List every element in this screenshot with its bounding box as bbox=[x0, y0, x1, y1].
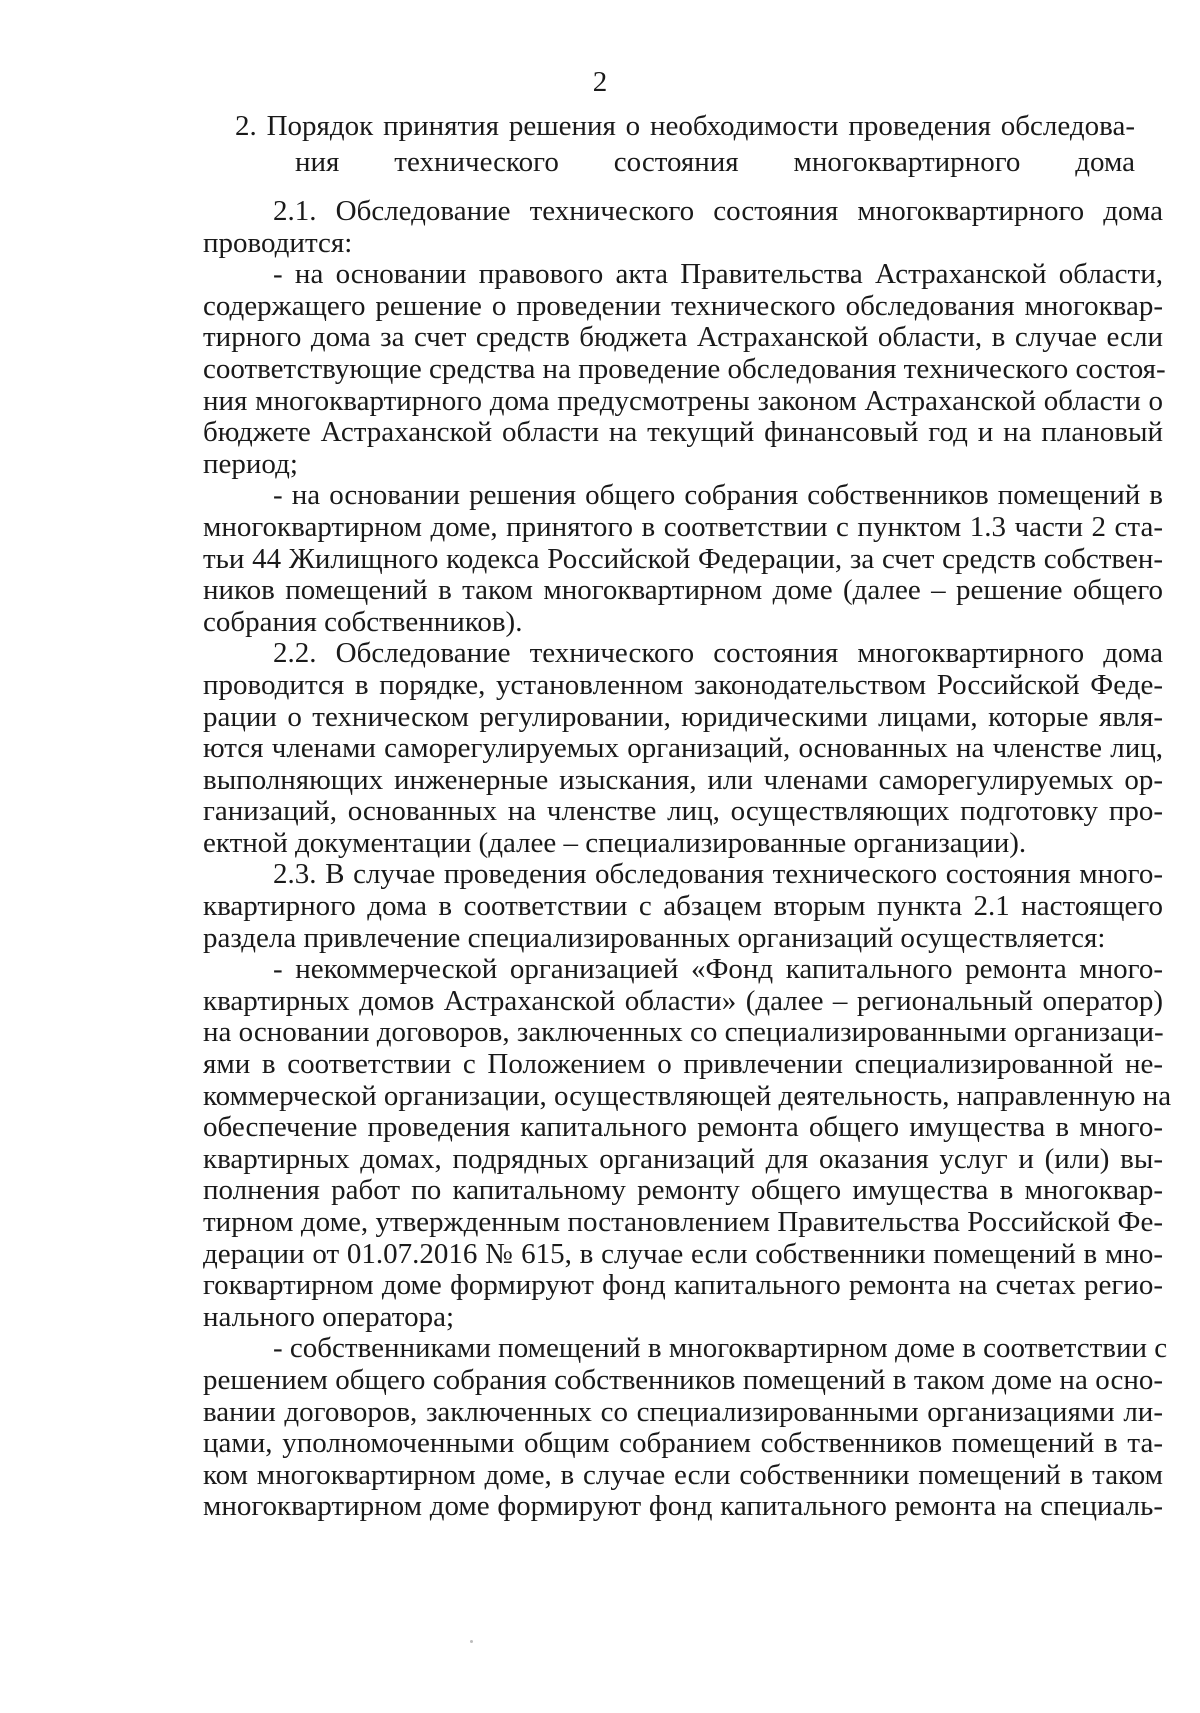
scan-speck bbox=[470, 1640, 473, 1643]
list-item-line: квартирных домах, подрядных организаций для оказания услуг и (или) вы- bbox=[203, 1142, 1163, 1175]
list-item-line: - на основании правового акта Правительства Астраханской области, bbox=[273, 258, 1163, 291]
paragraph-2-1-line: проводится: bbox=[203, 226, 353, 259]
list-item-line: ния многоквартирного дома предусмотрены законом Астраханской области о bbox=[203, 384, 1163, 417]
paragraph-2-2-line: ются членами саморегулируемых организаций, основанных на членстве лиц, bbox=[203, 732, 1163, 765]
paragraph-2-3-line: квартирного дома в соответствии с абзацем вторым пункта 2.1 настоящего bbox=[203, 890, 1163, 923]
paragraph-2-2-line: 2.2. Обследование технического состояния многоквартирного дома bbox=[273, 637, 1163, 670]
section-title bbox=[235, 108, 1135, 180]
list-item-line: ников помещений в таком многоквартирном доме (далее – решение общего bbox=[203, 574, 1163, 607]
list-item-line: ями в соответствии с Положением о привлечении специализированной не- bbox=[203, 1048, 1163, 1081]
list-item-line: гоквартирном доме формируют фонд капитального ремонта на счетах регио- bbox=[203, 1269, 1163, 1302]
list-item-line: тирного дома за счет средств бюджета Астраханской области, в случае если bbox=[203, 321, 1163, 354]
document-body bbox=[203, 195, 1172, 1523]
list-item-line: тьи 44 Жилищного кодекса Российской Федерации, за счет средств собствен- bbox=[203, 542, 1163, 575]
list-item-line: - на основании решения общего собрания собственников помещений в bbox=[273, 479, 1163, 512]
list-item-line: - собственниками помещений в многоквартирном доме в соответствии с bbox=[273, 1332, 1168, 1365]
list-item-line: ком многоквартирном доме, в случае если собственники помещений в таком bbox=[203, 1458, 1163, 1491]
list-item-line: период; bbox=[203, 447, 298, 480]
paragraph-2-2-line: рации о техническом регулировании, юридическими лицами, которые явля- bbox=[203, 700, 1163, 733]
list-item-line: квартирных домов Астраханской области» (далее – региональный оператор) bbox=[203, 984, 1163, 1017]
list-item-line: обеспечение проведения капитального ремонта общего имущества в много- bbox=[203, 1111, 1163, 1144]
list-item-line: собрания собственников). bbox=[203, 605, 523, 638]
list-item-line: на основании договоров, заключенных со специализированными организаци- bbox=[203, 1016, 1164, 1049]
list-item-line: дерации от 01.07.2016 № 615, в случае если собственники помещений в мно- bbox=[203, 1237, 1163, 1270]
page-number: 2 bbox=[592, 66, 608, 98]
list-item-line: многоквартирном доме, принятого в соответствии с пунктом 1.3 части 2 ста- bbox=[203, 510, 1163, 543]
paragraph-2-3-line: 2.3. В случае проведения обследования технического состояния много- bbox=[273, 858, 1163, 891]
list-item-line: содержащего решение о проведении технического обследования многоквар- bbox=[203, 289, 1163, 322]
list-item-line: нального оператора; bbox=[203, 1300, 455, 1333]
list-item-line: тирном доме, утвержденным постановлением Правительства Российской Фе- bbox=[203, 1206, 1163, 1238]
list-item-line: многоквартирном доме формируют фонд капитального ремонта на специаль- bbox=[203, 1490, 1163, 1523]
paragraph-2-1-line: 2.1. Обследование технического состояния многоквартирного дома bbox=[273, 195, 1163, 227]
list-item-line: соответствующие средства на проведение обследования технического состоя- bbox=[203, 352, 1166, 385]
list-item-line: цами, уполномоченными общим собранием собственников помещений в та- bbox=[203, 1427, 1163, 1460]
paragraph-2-2-line: ганизаций, основанных на членстве лиц, осуществляющих подготовку про- bbox=[203, 795, 1163, 828]
list-item-line: коммерческой организации, осуществляющей деятельность, направленную на bbox=[203, 1079, 1172, 1112]
paragraph-2-2-line: выполняющих инженерные изыскания, или членами саморегулируемых ор- bbox=[203, 763, 1163, 796]
list-item-line: полнения работ по капитальному ремонту общего имущества в многоквар- bbox=[203, 1174, 1163, 1207]
paragraph-2-2-line: ектной документации (далее – специализированные организации). bbox=[203, 826, 1027, 859]
section-title-line: 2. Порядок принятия решения о необходимости проведения обследова- bbox=[235, 110, 1135, 142]
paragraph-2-3-line: раздела привлечение специализированных организаций осуществляется: bbox=[203, 921, 1106, 954]
section-title-line: ния технического состояния многоквартирного дома bbox=[295, 146, 1135, 178]
paragraph-2-2-line: проводится в порядке, установленном законодательством Российской Феде- bbox=[203, 668, 1163, 701]
list-item-line: вании договоров, заключенных со специализированными организациями ли- bbox=[203, 1395, 1163, 1428]
list-item-line: решением общего собрания собственников помещений в таком доме на осно- bbox=[203, 1363, 1163, 1396]
list-item-line: - некоммерческой организацией «Фонд капитального ремонта много- bbox=[273, 953, 1163, 986]
list-item-line: бюджете Астраханской области на текущий финансовый год и на плановый bbox=[203, 416, 1163, 449]
